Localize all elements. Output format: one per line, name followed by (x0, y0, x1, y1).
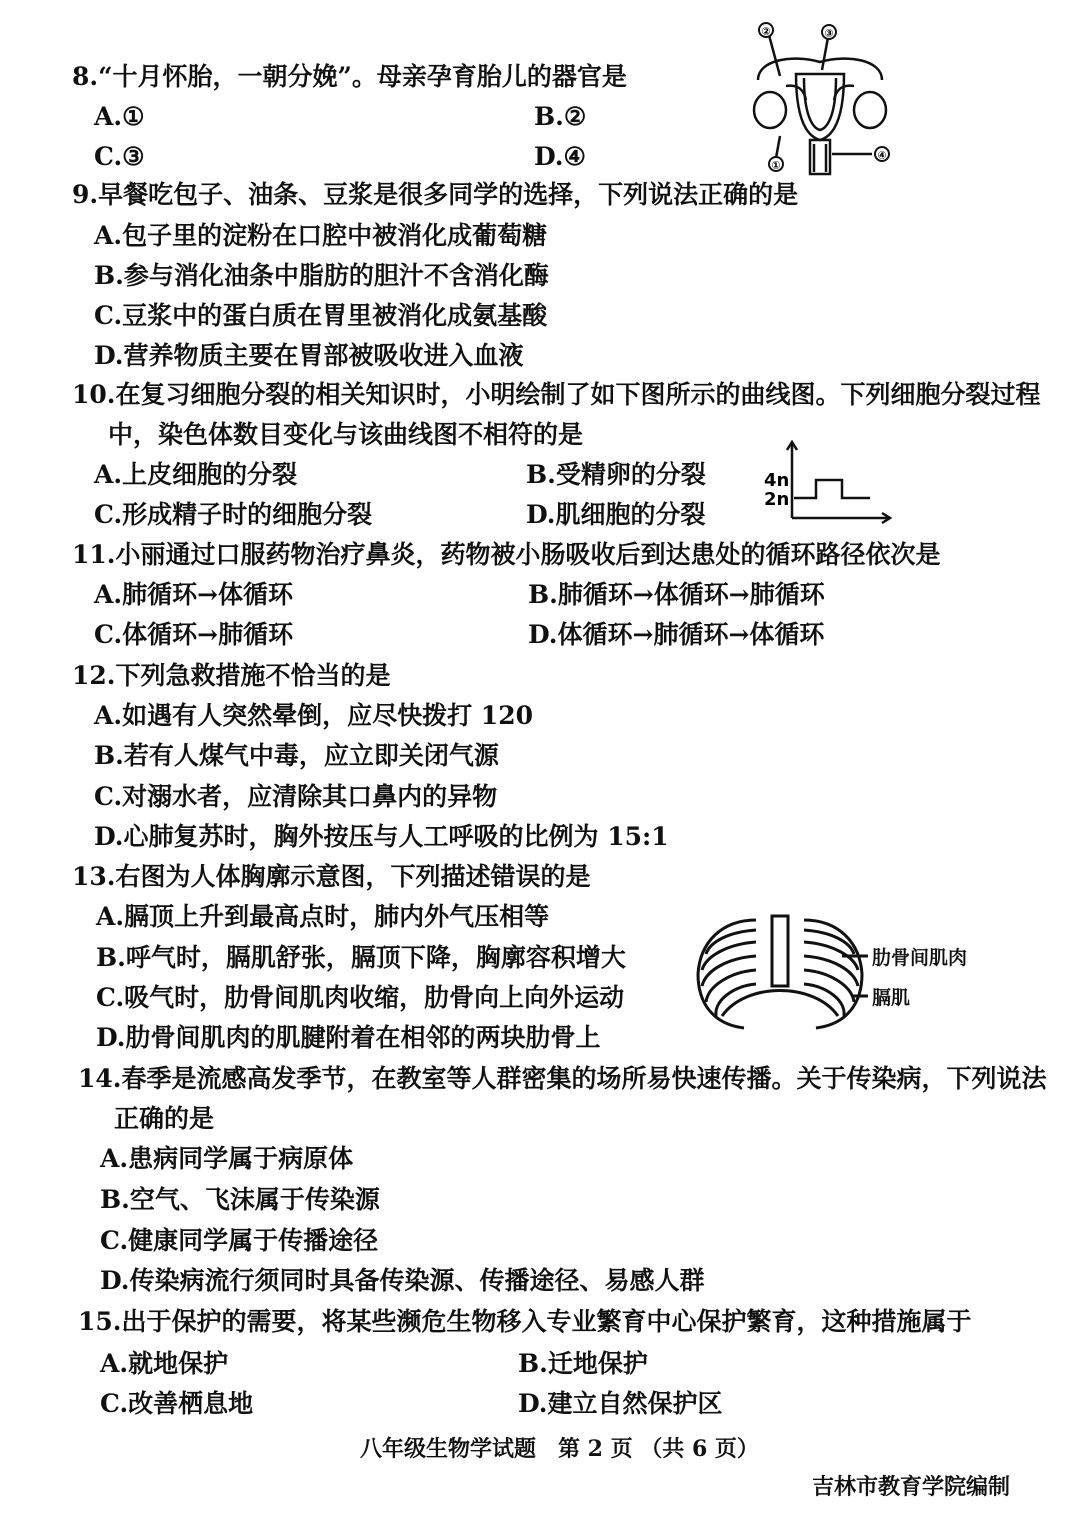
q11-option-d: D.体循环→肺循环→体循环 (528, 620, 825, 649)
uterus-label-2: ② (761, 25, 771, 38)
uterus-diagram (740, 18, 900, 178)
q13-option-d: D.肋骨间肌肉的肌腱附着在相邻的两块肋骨上 (96, 1023, 601, 1052)
q9-stem: 9.早餐吃包子、油条、豆浆是很多同学的选择，下列说法正确的是 (72, 180, 799, 209)
publisher-credit: 吉林市教育学院编制 (812, 1474, 1011, 1500)
q13-option-c: C.吸气时，肋骨间肌肉收缩，肋骨向上向外运动 (96, 983, 625, 1012)
q12-option-c: C.对溺水者，应清除其口鼻内的异物 (94, 782, 498, 811)
q13-option-a: A.膈顶上升到最高点时，肺内外气压相等 (96, 902, 550, 931)
q15-option-b: B.迁地保护 (518, 1349, 648, 1378)
ribcage-diagram (692, 912, 868, 1036)
q14-option-c: C.健康同学属于传播途径 (100, 1226, 379, 1255)
q10-option-d: D.肌细胞的分裂 (526, 500, 706, 529)
q9-option-b: B.参与消化油条中脂肪的胆汁不含消化酶 (94, 261, 549, 290)
ribcage-label-diaphragm: 膈肌 (872, 987, 911, 1009)
chromosome-curve-graph (760, 438, 896, 528)
q9-option-a: A.包子里的淀粉在口腔中被消化成葡萄糖 (94, 221, 548, 250)
q8-option-d: D.④ (534, 142, 586, 171)
uterus-label-1: ① (771, 159, 781, 172)
q14-stem-line1: 14.春季是流感高发季节，在教室等人群密集的场所易快速传播。关于传染病，下列说法 (78, 1064, 1047, 1093)
q12-stem: 12.下列急救措施不恰当的是 (72, 661, 391, 690)
q11-stem: 11.小丽通过口服药物治疗鼻炎，药物被小肠吸收后到达患处的循环路径依次是 (72, 540, 941, 569)
q10-option-c: C.形成精子时的细胞分裂 (94, 500, 373, 529)
uterus-label-4: ④ (877, 149, 887, 162)
q8-stem: 8.“十月怀胎，一朝分娩”。母亲孕育胎儿的器官是 (72, 62, 627, 91)
q10-stem-line2: 中，染色体数目变化与该曲线图不相符的是 (108, 420, 584, 449)
q8-option-b: B.② (534, 102, 587, 131)
page-footer-info: 八年级生物学试题 第 2 页 （共 6 页） (360, 1436, 759, 1462)
q11-option-c: C.体循环→肺循环 (94, 620, 294, 649)
q12-option-d: D.心肺复苏时，胸外按压与人工呼吸的比例为 15:1 (94, 822, 669, 851)
q14-stem-line2: 正确的是 (114, 1104, 215, 1133)
graph-label-4n: 4n (764, 470, 790, 491)
q14-option-a: A.患病同学属于病原体 (100, 1144, 354, 1173)
q8-option-a: A.① (94, 102, 145, 131)
uterus-label-3: ③ (824, 27, 834, 40)
q8-option-c: C.③ (94, 142, 145, 171)
q14-option-b: B.空气、飞沫属于传染源 (100, 1185, 380, 1214)
graph-label-2n: 2n (764, 489, 790, 510)
q11-option-a: A.肺循环→体循环 (94, 580, 294, 609)
q10-stem-line1: 10.在复习细胞分裂的相关知识时，小明绘制了如下图所示的曲线图。下列细胞分裂过程 (72, 380, 1041, 409)
q15-option-d: D.建立自然保护区 (518, 1389, 723, 1418)
q15-option-a: A.就地保护 (100, 1349, 229, 1378)
q15-option-c: C.改善栖息地 (100, 1389, 254, 1418)
q13-stem: 13.右图为人体胸廓示意图，下列描述错误的是 (72, 862, 591, 891)
q12-option-a: A.如遇有人突然晕倒，应尽快拨打 120 (94, 701, 533, 730)
q11-option-b: B.肺循环→体循环→肺循环 (528, 580, 825, 609)
q10-option-a: A.上皮细胞的分裂 (94, 460, 298, 489)
ribcage-label-intercostal: 肋骨间肌肉 (872, 947, 968, 969)
q10-option-b: B.受精卵的分裂 (526, 460, 706, 489)
q9-option-d: D.营养物质主要在胃部被吸收进入血液 (94, 341, 524, 370)
q13-option-b: B.呼气时，膈肌舒张，膈顶下降，胸廓容积增大 (96, 943, 626, 972)
q14-option-d: D.传染病流行须同时具备传染源、传播途径、易感人群 (100, 1266, 705, 1295)
q9-option-c: C.豆浆中的蛋白质在胃里被消化成氨基酸 (94, 301, 548, 330)
q15-stem: 15.出于保护的需要，将某些濒危生物移入专业繁育中心保护繁育，这种措施属于 (78, 1307, 972, 1336)
q12-option-b: B.若有人煤气中毒，应立即关闭气源 (94, 741, 499, 770)
